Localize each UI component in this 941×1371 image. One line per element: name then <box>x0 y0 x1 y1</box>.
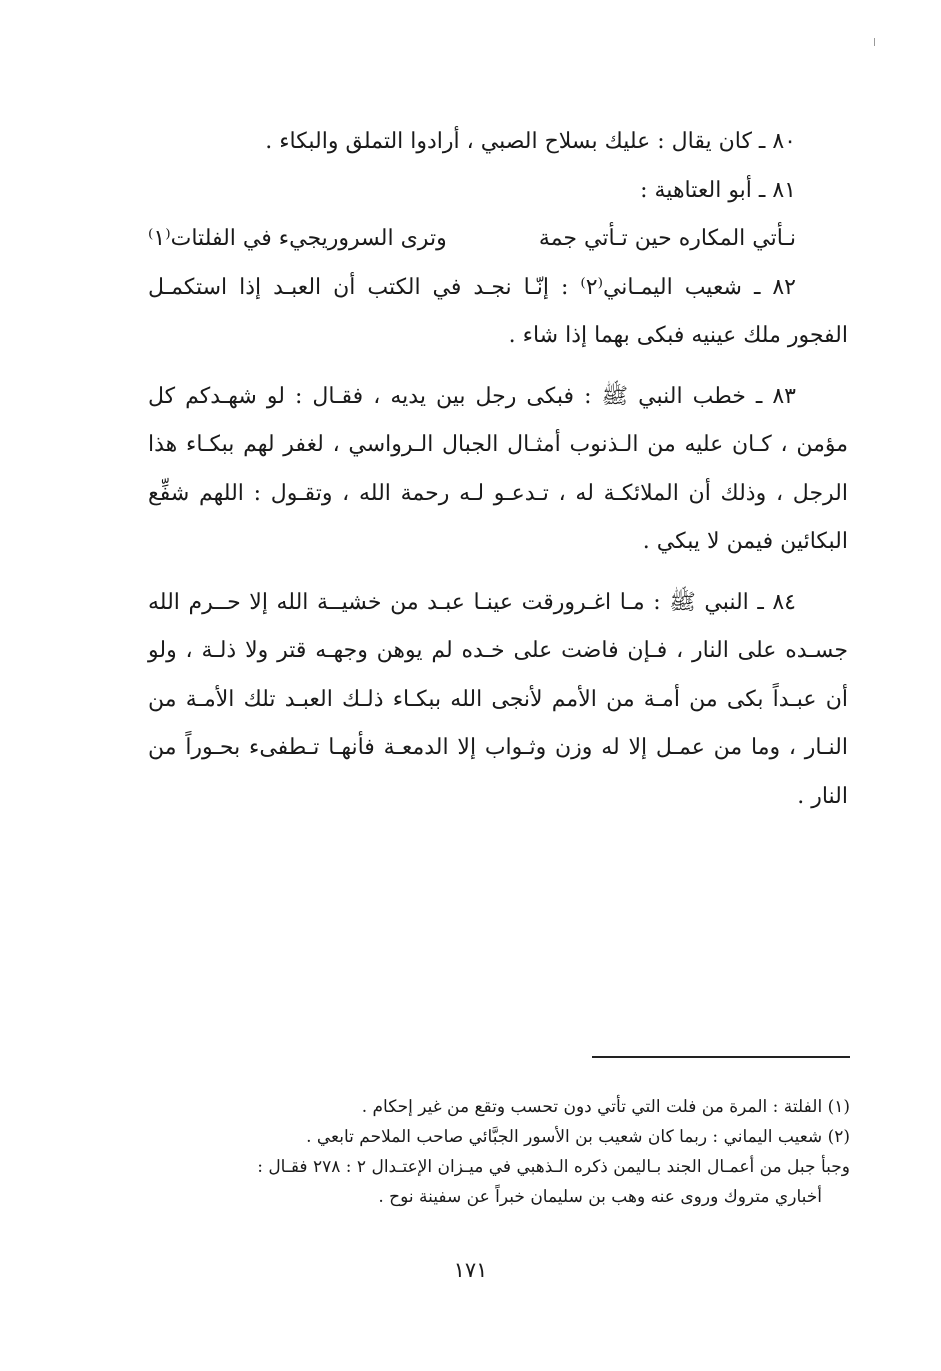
scan-mark <box>874 38 875 46</box>
paragraph-84: ٨٤ ـ النبي ﷺ : مـا اغـرورقت عينـا عبـد من خشيــة الله إلا حــرم الله جسـده على النار ، فـإن فاضت على خـده لم يوهن وجهـه قتر ولا ذلـة ، ولو أن عبـداً بكى من أمـة من الأمم لأنجى الله ببكـاء ذلـك العبـد تلك الأمـة من النـار ، وما من عمـل إلا له وزن وثـواب إلا الدمعـة فأنهـا تـطفىء بحـوراً من النار . <box>148 589 848 809</box>
main-text-block <box>148 118 848 821</box>
footnote-2-continuation: وجبأ جبل من أعمـال الجند بـاليمن ذكره الـذهبي في ميـزان الإعتـدال ٢ : ٢٧٨ فقـال : <box>257 1157 850 1177</box>
poem-verse <box>148 215 848 264</box>
paragraph-gap <box>148 567 848 579</box>
footnotes-block <box>148 1092 850 1212</box>
paragraph-83: ٨٣ ـ خطب النبي ﷺ : فبكى رجل بين يديه ، فقـال : لو شهـدكم كل مؤمن ، كـان عليه من الـذنوب أمثـال الجبال الـرواسي ، لغفر لهم ببكـاء هذا الرجل ، وذلك أن الملائكـة له ، تـدعـو لـه رحمة الله ، وتقـول : اللهم شفِّع البكائين فيمن لا يبكي . <box>148 383 848 554</box>
paragraph-gap <box>148 361 848 373</box>
footnote-2-continuation-2: أخباري متروك وروى عنه وهب بن سليمان خبراً عن سفينة نوح . <box>378 1187 822 1207</box>
verse-second-hemistich: وترى السروريجيء في الفلتات⁽١⁾ <box>148 226 447 251</box>
paragraph-82: ٨٢ ـ شعيب اليمـاني⁽٢⁾ : إنّـا نجـد في الكتب أن العبـد إذا استكمـل الفجور ملك عينيه فبكى بهما إذا شاء . <box>148 274 848 348</box>
footnote-1: (١) الفلتة : المرة من فلت التي تأتي دون تحسب وتقع من غير إحكام . <box>361 1097 850 1117</box>
paragraph-81: ٨١ ـ أبو العتاهية : <box>640 177 796 203</box>
verse-first-hemistich: نـأتي المكاره حين تـأتي جمة <box>538 226 796 251</box>
footnote-divider <box>592 1056 850 1058</box>
page-number: ١٧١ <box>453 1258 488 1282</box>
paragraph-80: ٨٠ ـ كان يقال : عليك بسلاح الصبي ، أرادوا التملق والبكاء . <box>265 129 796 154</box>
footnote-2: (٢) شعيب اليماني : ربما كان شعيب بن الأسور الجبَّائي صاحب الملاحم تابعي . <box>306 1127 850 1147</box>
